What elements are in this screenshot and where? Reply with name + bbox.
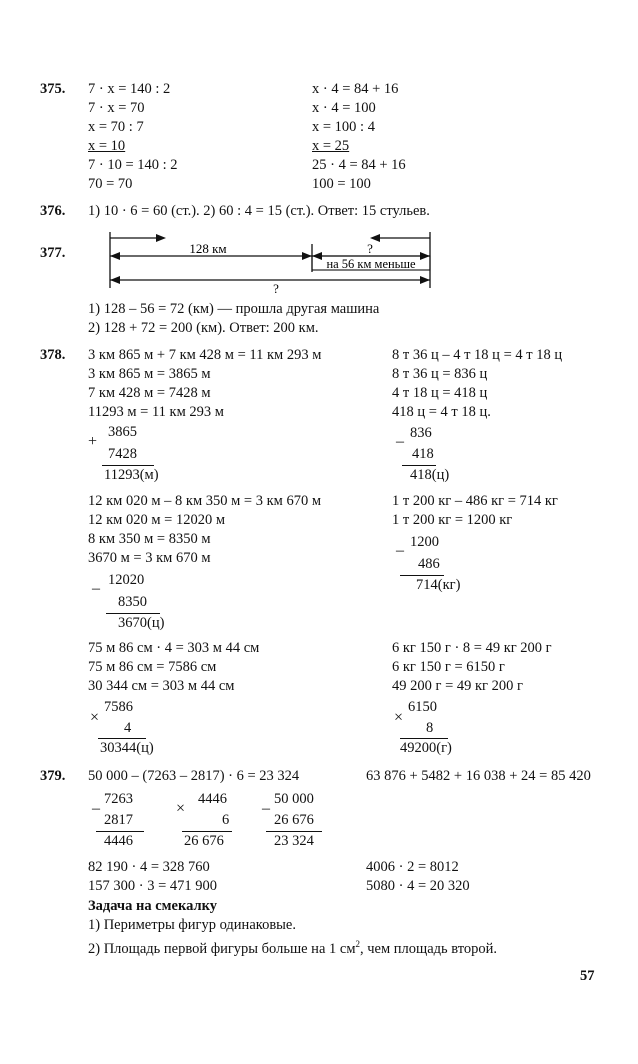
conversion-line: 49 200 г = 49 кг 200 г (392, 678, 523, 694)
column-sign: – (396, 433, 404, 450)
equation-check: 25 · 4 = 84 + 16 (312, 157, 406, 173)
solution-line: 2) 128 + 72 = 200 (км). Ответ: 200 км. (88, 320, 319, 336)
conversion-line: 30 344 см = 303 м 44 см (88, 678, 235, 694)
solution-line: 1) 128 – 56 = 72 (км) — прошла другая машина (88, 301, 380, 317)
equation-check: 70 = 70 (88, 176, 133, 192)
column-sign: – (262, 800, 270, 817)
column-bottom: 7428 (108, 446, 137, 462)
segment-label-question: ? (367, 241, 373, 256)
conversion-line: 1 т 200 кг – 486 кг = 714 кг (392, 493, 558, 509)
column-top: 1200 (410, 534, 439, 550)
column-sign: – (396, 542, 404, 559)
column-bottom: 6 (222, 812, 230, 828)
solution-line: 1) 10 · 6 = 60 (ст.). 2) 60 : 4 = 15 (ст.). Ответ: 15 стульев. (88, 203, 430, 219)
conversion-line: 1 т 200 кг = 1200 кг (392, 512, 513, 528)
conversion-line: 3 км 865 м + 7 км 428 м = 11 км 293 м (88, 347, 322, 363)
column-sign: × (90, 709, 100, 726)
column-bottom: 4 (124, 720, 132, 736)
column-bottom: 2817 (104, 812, 133, 828)
problem-number-376: 376. (40, 203, 66, 219)
equation-answer: x = 25 (312, 138, 350, 154)
column-result: 418(ц) (410, 467, 450, 483)
expression-line: 4006 · 2 = 8012 (366, 859, 459, 875)
column-bottom: 26 676 (274, 812, 314, 828)
conversion-line: 8 т 36 ц – 4 т 18 ц = 4 т 18 ц (392, 347, 563, 363)
column-result: 3670(ц) (118, 615, 165, 631)
riddle-title: Задача на смекалку (88, 898, 217, 914)
expression-line: 50 000 – (7263 – 2817) · 6 = 23 324 (88, 768, 300, 784)
column-result: 11293(м) (104, 467, 159, 483)
column-bottom: 8350 (118, 594, 147, 610)
column-result: 714(кг) (416, 577, 461, 593)
conversion-line: 8 км 350 м = 8350 м (88, 531, 211, 547)
equation-line: x · 4 = 84 + 16 (312, 81, 399, 97)
conversion-line: 75 м 86 см · 4 = 303 м 44 см (88, 640, 260, 656)
segment-diagram (96, 228, 436, 294)
column-result: 30344(ц) (100, 740, 154, 756)
problem-number-377: 377. (40, 245, 66, 261)
column-top: 836 (410, 425, 432, 441)
equation-line: 7 · x = 70 (88, 100, 145, 116)
equation-line: 7 · x = 140 : 2 (88, 81, 171, 97)
problem-number-378: 378. (40, 347, 66, 363)
conversion-line: 4 т 18 ц = 418 ц (392, 385, 488, 401)
page-number: 57 (580, 968, 595, 984)
equation-answer: x = 10 (88, 138, 126, 154)
equation-line: x · 4 = 100 (312, 100, 376, 116)
conversion-line: 3670 м = 3 км 670 м (88, 550, 211, 566)
problem-number-375: 375. (40, 81, 66, 97)
conversion-line: 12 км 020 м – 8 км 350 м = 3 км 670 м (88, 493, 321, 509)
column-result: 23 324 (274, 833, 314, 849)
column-sign: × (394, 709, 404, 726)
segment-label-less: на 56 км меньше (326, 257, 416, 271)
riddle-line: 1) Периметры фигур одинаковые. (88, 917, 296, 933)
riddle-line: 2) Площадь первой фигуры больше на 1 $см^2$, чем площадь второй. (88, 939, 498, 957)
column-bottom: 486 (418, 556, 440, 572)
conversion-line: 8 т 36 ц = 836 ц (392, 366, 488, 382)
column-result: 4446 (104, 833, 133, 849)
column-top: 7586 (104, 699, 133, 715)
column-bottom: 418 (412, 446, 434, 462)
column-sign: × (176, 800, 186, 817)
column-top: 6150 (408, 699, 437, 715)
segment-label-total: ? (273, 281, 279, 294)
column-top: 3865 (108, 424, 137, 440)
column-top: 4446 (198, 791, 227, 807)
equation-check: 100 = 100 (312, 176, 371, 192)
conversion-line: 6 кг 150 г = 6150 г (392, 659, 505, 675)
column-top: 50 000 (274, 791, 314, 807)
expression-line: 82 190 · 4 = 328 760 (88, 859, 210, 875)
column-sign: + (88, 433, 98, 450)
column-bottom: 8 (426, 720, 434, 736)
conversion-line: 418 ц = 4 т 18 ц. (392, 404, 491, 420)
conversion-line: 11293 м = 11 км 293 м (88, 404, 224, 420)
expression-line: 63 876 + 5482 + 16 038 + 24 = 85 420 (366, 768, 591, 784)
expression-line: 5080 · 4 = 20 320 (366, 878, 470, 894)
equation-line: x = 100 : 4 (312, 119, 375, 135)
column-top: 12020 (108, 572, 145, 588)
conversion-line: 6 кг 150 г · 8 = 49 кг 200 г (392, 640, 552, 656)
column-top: 7263 (104, 791, 133, 807)
column-sign: – (92, 800, 100, 817)
segment-label-128: 128 км (189, 241, 227, 256)
conversion-line: 12 км 020 м = 12020 м (88, 512, 225, 528)
column-result: 26 676 (184, 833, 224, 849)
conversion-line: 7 км 428 м = 7428 м (88, 385, 211, 401)
expression-line: 157 300 · 3 = 471 900 (88, 878, 218, 894)
equation-check: 7 · 10 = 140 : 2 (88, 157, 178, 173)
equation-line: x = 70 : 7 (88, 119, 144, 135)
column-result: 49200(г) (400, 740, 452, 756)
problem-number-379: 379. (40, 768, 66, 784)
conversion-line: 75 м 86 см = 7586 см (88, 659, 217, 675)
conversion-line: 3 км 865 м = 3865 м (88, 366, 211, 382)
column-sign: – (92, 580, 100, 597)
